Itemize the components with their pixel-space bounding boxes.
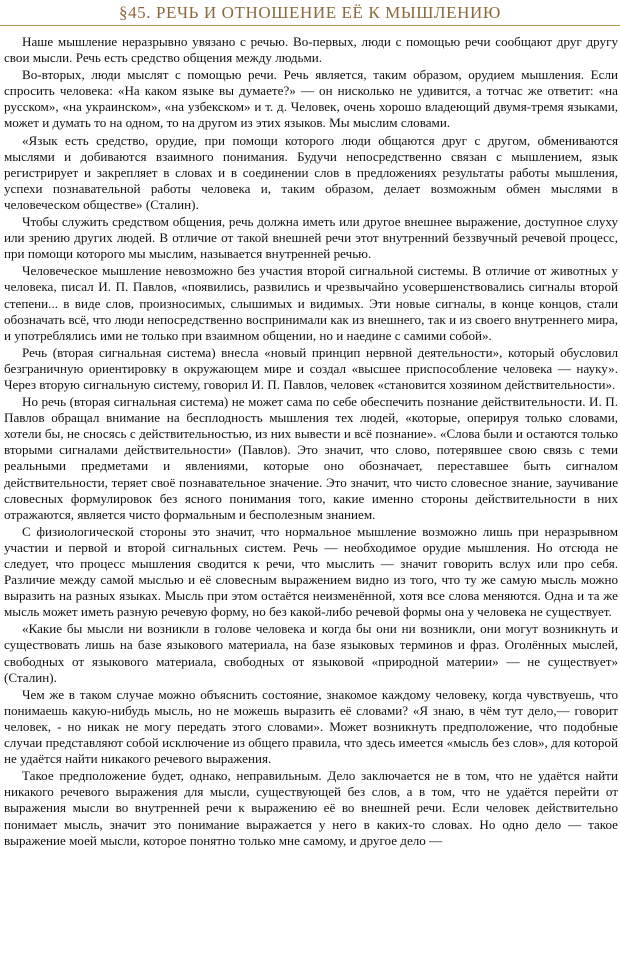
paragraph: С физиологической стороны это значит, что нормальное мышление возможно лишь при неразрывном участии и первой и второй сигнальных систем. Речь — необходимое орудие мышления. Но отсюда не следует, что процесс мышления сводится к речи, что мыслить — значит говорить вслух или про себя. Различие между самой мыслью и её словесным выражением видно из того, что ту же самую мысль можно выразить на разных языках. Мысль при этом остаётся неизменённой, хотя все слова меняются. Одна и та же мысль может иметь разную речевую форму, но без какой-либо речевой формы она у человека не существует. <box>4 523 618 620</box>
paragraph: Такое предположение будет, однако, неправильным. Дело заключается не в том, что не удаётся найти никакого речевого выражения для мысли, существующей без слов, а в том, что не удаётся перейти от выражения мысли во внутренней речи к выражению её во внешней речи. Если человек действительно понимает мысль, значит это понимание выражается у него в каких-то словах. Но одно дело — такое выражение моей мысли, которое понятно только мне самому, и другое дело — <box>4 768 618 848</box>
paragraph: «Какие бы мысли ни возникли в голове человека и когда бы они ни возникли, они могут возникнуть и существовать лишь на базе языкового материала, на базе языковых терминов и фраз. Оголённых мыслей, свободных от языкового материала, свободных от языковой «природной материи» — не существует» (Сталин). <box>4 621 618 685</box>
paragraph: Человеческое мышление невозможно без участия второй сигнальной системы. В отличие от животных у человека, писал И. П. Павлов, «появились, развились и чрезвычайно усовершенствовались сигналы второй степени... в виде слов, произносимых, слышимых и видимых. Эти новые сигналы, в конце концов, стали обозначать всё, что люди непосредственно воспринимали как из внешнего, так и из своего внутреннего мира, и употреблялись ими не только при взаимном общении, но и наедине с самими собой». <box>4 263 618 343</box>
page-header: §45. РЕЧЬ И ОТНОШЕНИЕ ЕЁ К МЫШЛЕНИЮ <box>0 0 620 26</box>
body-text <box>0 26 620 849</box>
paragraph: Речь (вторая сигнальная система) внесла «новый принцип нервной деятельности», который обусловил безграничную ориентировку в окружающем мире и создал «высшее приспособление человека — науку». Через вторую сигнальную систему, говорил И. П. Павлов, человек «становится хозяином действительности». <box>4 344 618 392</box>
paragraph: Но речь (вторая сигнальная система) не может сама по себе обеспечить познание действительности. И. П. Павлов обращал внимание на бесплодность мышления тех людей, «которые, оперируя только словами, хотели бы, не сносясь с действительностью, из них вывести и всё познание». «Слова были и остаются только вторыми сигналами действительности» (Павлов). Это значит, что слово, потерявшее свою связь с теми реальными предметами и явлениями, которые оно обозначает, переставшее быть сигналом действительности, теряет своё познавательное значение. Это значит, что чисто словесное знание, заучивание словесных формулировок без ясного понимания того, какие именно стороны действительности в них отражаются, является чисто формальным и бесполезным знанием. <box>4 394 618 522</box>
paragraph: «Язык есть средство, орудие, при помощи которого люди общаются друг с другом, обмениваются мыслями и добиваются взаимного понимания. Будучи непосредственно связан с мышлением, язык регистрирует и закрепляет в словах и в соединении слов в предложениях результаты работы мышления, успехи познавательной работы человека и, таким образом, делает возможным обмен мыслями в человеческом обществе» (Сталин). <box>4 132 618 212</box>
paragraph: Чтобы служить средством общения, речь должна иметь или другое внешнее выражение, доступное слуху или зрению других людей. В отличие от такой внешней речи этот внутренний беззвучный речевой процесс, при помощи которого мы мыслим, называется внутренней речью. <box>4 214 618 262</box>
paragraph: Чем же в таком случае можно объяснить состояние, знакомое каждому человеку, когда чувствуешь, что понимаешь какую-нибудь мысль, но не можешь выразить её словами? «Я знаю, в чём тут дело,— говорит человек, - но никак не могу передать этого словами». Может возникнуть предположение, что подобные случаи представляют собой исключение из общего правила, что здесь имеется «мысль без слов», для которой не удаётся найти никакого речевого выражения. <box>4 686 618 767</box>
paragraph: Наше мышление неразрывно увязано с речью. Во-первых, люди с помощью речи сообщают друг другу свои мысли. Речь есть средство общения между людьми. <box>4 34 618 66</box>
paragraph: Во-вторых, люди мыслят с помощью речи. Речь является, таким образом, орудием мышления. Если спросить человека: «На каком языке вы думаете?» — он нисколько не удивится, а тотчас же ответит: «на русском», «на украинском», «на узбекском» и т. д. Человек, очень хорошо владеющий двумя-тремя языками, может и думать то на одном, то на другом из этих языков. Мы мыслим словами. <box>4 67 618 131</box>
